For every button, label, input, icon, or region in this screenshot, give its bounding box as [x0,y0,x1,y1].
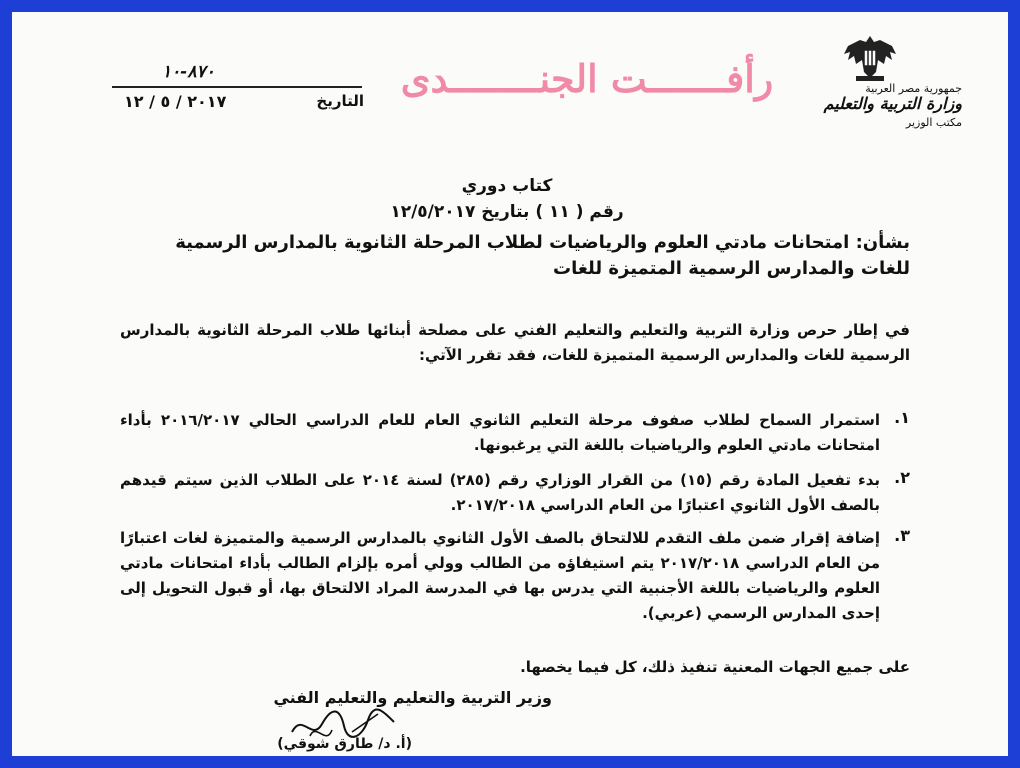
minister-name: (أ. د/ طارق شوقي) [277,736,412,752]
document-subject [120,230,910,282]
subject-text: امتحانات مادتي العلوم والرياضيات لطلاب المرحلة الثانوية بالمدارس الرسمية للغات والمدارس الرسمية المتميزة للغات [175,232,910,279]
letterhead-office: مكتب الوزير [905,116,962,129]
letterhead-ministry: وزارة التربية والتعليم [823,94,962,113]
document-page [12,12,1008,756]
list-item: إضافة إقرار ضمن ملف التقدم للالتحاق بالصف الأول الثانوي بالمدارس الرسمية والمتميزة لغات اعتبارًا من العام الدراسي ٢٠١٧/٢٠١٨ يتم استيفاؤه من الطالب وولي أمره بإلزام الطالب بأداء امتحانات مادتي العلوم والرياضيات باللغة الأجنبية التي يدرس بها في المدرسة المراد الالتحاق بها، أو قبول التحويل إلى إحدى المدارس الرسمي (عربي). [120,529,881,622]
reference-number: ٨٧٠-١٠ [162,62,215,82]
intro-paragraph: في إطار حرص وزارة التربية والتعليم والتعليم الفني على مصلحة أبنائها طلاب المرحلة الثانوية بالمدارس الرسمية للغات والمدارس الرسمية المتميزة للغات، فقد تقرر الآتي: [120,321,910,364]
list-item: بدء تفعيل المادة رقم (١٥) من القرار الوزاري رقم (٢٨٥) لسنة ٢٠١٤ على الطلاب الذين سيتم قيدهم بالصف الأول الثانوي اعتبارًا من العام الدراسي ٢٠١٧/٢٠١٨. [120,471,881,514]
subject-label: بشأن: [855,232,910,253]
item-number: .٣ [894,526,910,545]
blue-frame [4,4,1016,764]
closing-line: على جميع الجهات المعنية تنفيذ ذلك، كل فيما يخصها. [520,658,910,676]
document-number-line: رقم ( ١١ ) بتاريخ ١٢/٥/٢٠١٧ [390,202,624,222]
list-item: استمرار السماح لطلاب صفوف مرحلة التعليم الثانوي العام للعام الدراسي الحالي ٢٠١٦/٢٠١٧ بأداء امتحانات مادتي العلوم والرياضيات باللغة التي يرغبونها. [120,411,880,454]
item-number: .٢ [894,468,910,487]
minister-title: وزير التربية والتعليم والتعليم الفني [273,688,552,707]
document-title: كتاب دوري [461,176,553,196]
date-label: التاريخ [316,92,364,110]
letterhead-country: جمهورية مصر العربية [865,82,962,95]
item-number: .١ [894,408,910,427]
egypt-eagle-emblem-icon [840,32,900,84]
overlay-name-watermark: رأفـــــــت الجنــــــــدى [400,56,774,101]
date-value: ٢٠١٧ / ٥ / ١٢ [124,92,227,111]
reference-underline [112,86,362,88]
